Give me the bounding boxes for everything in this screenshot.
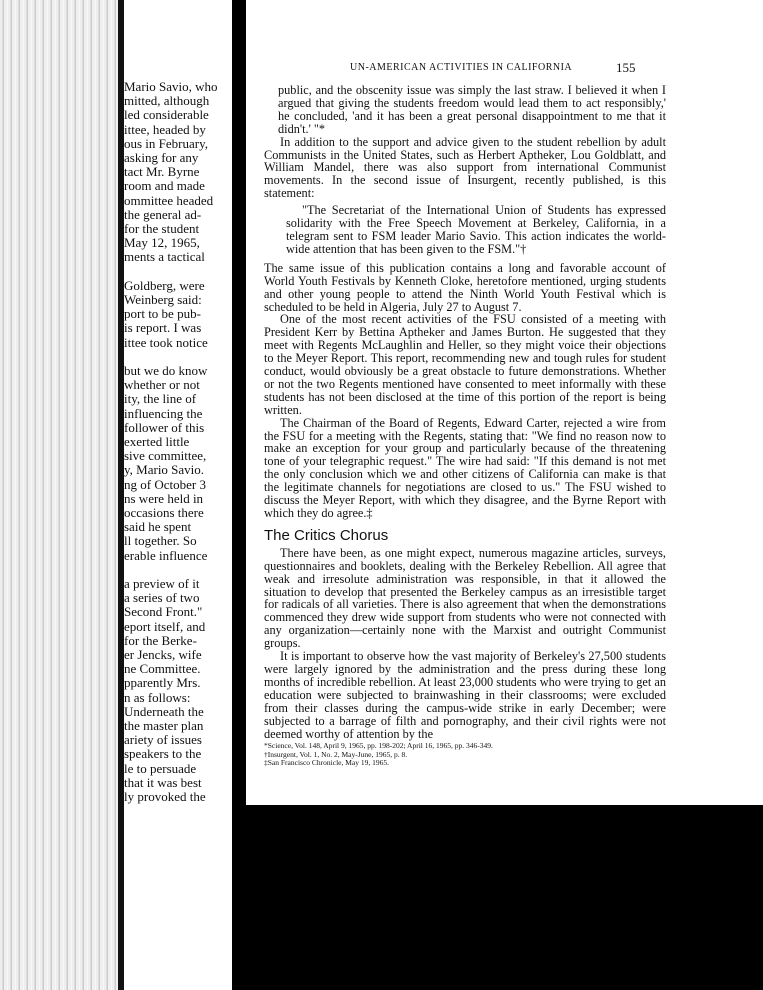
left-fragment-line: May 12, 1965, [124, 236, 200, 251]
left-fragment-line: asking for any [124, 151, 199, 165]
footnote: ‡San Francisco Chronicle, May 19, 1965. [264, 757, 389, 767]
left-fragment-line: exerted little [124, 435, 190, 449]
left-page [0, 0, 240, 990]
left-fragment-line: for the student [124, 222, 200, 236]
paragraph: One of the most recent activities of the FSU consisted of a meeting with President Kerr by Bettina Aptheker and James Burton. He suggested that they meet with Regents McLaughlin and Heller, so they might voice their objections to the Meyer Report. This report, recommending new and tough rules for student conduct, would obviously be a great obstacle to future demonstrations. Whether or not the two Regents mentioned have consented to meet informally with these students has not been disclosed at the time of this portion of the report is being written. [264, 312, 666, 417]
left-fragment-line: er Jencks, wife [124, 648, 202, 662]
left-fragment-line: led considerable [124, 108, 209, 123]
left-fragment-line: but we do know [124, 364, 208, 378]
left-fragment-line: room and made [124, 179, 205, 194]
paragraph: In addition to the support and advice given to the student rebellion by adult Communists in the United States, such as Herbert Aptheker, Lou Goldblatt, and William Mandel, there was also support from international Communist movements. In the second issue of Insurgent, recently published, is this statement: [264, 134, 666, 201]
page-body [264, 84, 666, 767]
left-fragment-line: speakers to the [124, 747, 202, 762]
footnote: *Science, Vol. 148, April 9, 1965, pp. 198-202; April 16, 1965, pp. 346-349. [264, 741, 493, 751]
left-fragment-line: n as follows: [124, 690, 191, 705]
running-title: UN-AMERICAN ACTIVITIES IN CALIFORNIA [350, 62, 573, 73]
left-fragment-line: ns were held in [124, 491, 204, 506]
left-fragment-line: Goldberg, were [124, 278, 205, 293]
block-quote: "The Secretariat of the International Union of Students has expressed solidarity with the Free Speech Movement at Berkeley, California, in a telegram sent to FSM leader Mario Savio. This action indicates the world-wide attention that has been given to the FSM."† [286, 203, 666, 256]
left-fragment-line: ittee took notice [124, 335, 208, 350]
left-fragment-line: Underneath the [124, 704, 204, 719]
scan-bottom-margin [246, 805, 763, 990]
left-fragment-line: erable influence [124, 548, 208, 563]
left-fragment-line: eport itself, and [124, 619, 206, 634]
left-fragment-line: ng of October 3 [124, 477, 206, 492]
paragraph-continuation: public, and the obscenity issue was simply the last straw. I believed it when I argued that giving the students freedom would lead them to act responsibly,' he concluded, 'and it has been a great personal disappointment to me that it didn't.' "* [278, 83, 666, 136]
left-fragment-line: port to be pub- [124, 307, 201, 322]
left-fragment-line: ments a tactical [124, 250, 205, 265]
left-fragment-line: pparently Mrs. [124, 676, 201, 691]
left-fragment-line: a preview of it [124, 577, 200, 591]
left-fragment-line: le to persuade [124, 761, 197, 776]
page-number: 155 [616, 60, 636, 75]
binding-gutter [0, 0, 118, 990]
left-fragment-line: ariety of issues [124, 733, 202, 748]
left-fragment-line: for the Berke- [124, 633, 197, 648]
left-fragment-line: Weinberg said: [124, 293, 202, 307]
left-fragment-line: the master plan [124, 719, 204, 733]
left-fragment-line: said he spent [124, 520, 192, 535]
left-fragment-line: ittee, headed by [124, 122, 206, 137]
paragraph: There have been, as one might expect, numerous magazine articles, surveys, questionnaires and booklets, dealing with the Berkeley Rebellion. All agree that weak and irresolute administration was responsible, in that it allowed the situation to develop that presented the Berkeley campus as an irresistible target for radicals of all varieties. There is also agreement that when the demonstrations commenced they drew wide support from students who were not connected with any organization—certainly none with the Marxist and outright Communist groups. [264, 545, 666, 651]
left-fragment-line: Second Front." [124, 605, 203, 620]
left-fragment-line: occasions there [124, 506, 204, 520]
paragraph: The same issue of this publication contains a long and favorable account of World Youth Festivals by Kenneth Cloke, heretofore mentioned, urging students and other young people to attend the Ninth World Youth Festival which is scheduled to be held in Algeria, July 27 to August 7. [264, 260, 666, 314]
left-fragment-line: follower of this [124, 420, 205, 435]
left-fragment-line: y, Mario Savio. [124, 463, 205, 478]
footnotes [264, 742, 666, 767]
left-fragment-line: ly provoked the [124, 790, 206, 804]
paragraph: The Chairman of the Board of Regents, Edward Carter, rejected a wire from the FSU for a meeting with the Regents, stating that: "We find no reason now to make an exception for your group and particularly because of the threatening tone of your telegraphic request." The wire had said: "If this demand is not met the only conclusion which we and other citizens of California can make is that the legitimate channels for negotiations are closed to us." The FSU wished to discuss the Meyer Report, with which they disagree, and the Byrne Report with which they do agree.‡ [264, 415, 666, 520]
book-spine [232, 0, 246, 990]
left-fragment-line: that it was best [124, 775, 202, 790]
section-heading: The Critics Chorus [264, 526, 389, 544]
left-fragment-line: Mario Savio, who [124, 80, 218, 94]
left-fragment-line: ous in February, [124, 136, 209, 151]
left-fragment-line: ommittee headed [124, 193, 214, 208]
left-fragment-line: a series of two [124, 591, 200, 606]
left-fragment-line: ll together. So [124, 534, 197, 549]
left-fragment-line: influencing the [124, 406, 203, 421]
paragraph: It is important to observe how the vast majority of Berkeley's 27,500 students were largely ignored by the administration and the press during these long months of incredible rebellion. At least 23,000 students who were trying to get an education were subjected to brainwashing in their classrooms; were excluded from their classes during the campus-wide strike in early December; were subjected to a barrage of filth and pornography, and their civil rights were not deemed worthy of attention by the [264, 649, 666, 741]
left-fragment-line: ne Committee. [124, 662, 201, 677]
left-fragment-line: sive committee, [124, 449, 207, 464]
footnote: †Insurgent, Vol. 1, No. 2, May-June, 1965, p. 8. [264, 749, 408, 759]
left-fragment-line: mitted, although [124, 94, 210, 109]
left-fragment-line: ity, the line of [124, 392, 197, 407]
left-fragment-line: is report. I was [124, 321, 202, 336]
left-fragment-line: the general ad- [124, 207, 202, 222]
left-fragment-line: tact Mr. Byrne [124, 165, 200, 180]
left-fragment-line: whether or not [124, 378, 200, 393]
